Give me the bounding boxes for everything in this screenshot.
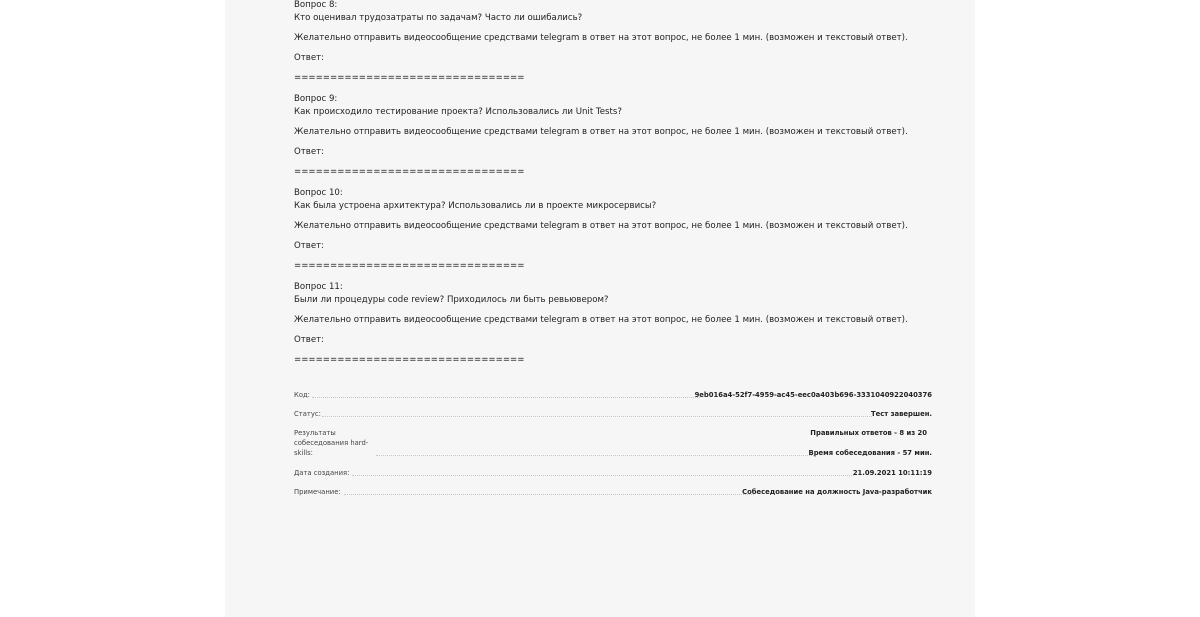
meta-label: Результаты собеседования hard-skills: (294, 429, 369, 457)
meta-row-created (294, 468, 932, 480)
dotted-leader (344, 494, 754, 495)
answer-label: Ответ: (294, 241, 325, 251)
question-hint: Желательно отправить видеосообщение средствами telegram в ответ на этот вопрос, не более 1 мин. (возможен и текстовый ответ). (294, 221, 908, 231)
separator: ================================ (294, 355, 525, 365)
created-date-value: 21.09.2021 10:11:19 (852, 469, 932, 477)
meta-label: Примечание: (294, 488, 341, 496)
question-title: Вопрос 11: (294, 282, 343, 292)
meta-row-code (294, 390, 932, 402)
meta-label: Статус: (294, 410, 321, 418)
question-text: Как происходило тестирование проекта? Использовались ли Unit Tests? (294, 107, 622, 117)
interview-time-value: Время собеседования - 57 мин. (808, 449, 932, 457)
separator: ================================ (294, 73, 525, 83)
question-text: Кто оценивал трудозатраты по задачам? Часто ли ошибались? (294, 13, 583, 23)
question-text: Как была устроена архитектура? Использовались ли в проекте микросервисы? (294, 201, 657, 211)
question-hint: Желательно отправить видеосообщение средствами telegram в ответ на этот вопрос, не более 1 мин. (возможен и текстовый ответ). (294, 33, 908, 43)
question-title: Вопрос 9: (294, 94, 338, 104)
question-hint: Желательно отправить видеосообщение средствами telegram в ответ на этот вопрос, не более 1 мин. (возможен и текстовый ответ). (294, 315, 908, 325)
meta-row-note (294, 487, 932, 499)
answer-label: Ответ: (294, 147, 325, 157)
question-text: Были ли процедуры code review? Приходилось ли быть ревьювером? (294, 295, 609, 305)
status-value: Тест завершен. (871, 410, 932, 418)
meta-label: Код: (294, 391, 310, 399)
interview-code: 9eb016a4-52f7-4959-ac45-eec0a403b696-3331040922040376 (694, 391, 932, 399)
meta-row-results (294, 428, 932, 460)
dotted-leader (312, 397, 700, 398)
note-value: Собеседование на должность Java-разработчик (742, 488, 932, 496)
correct-answers-value: Правильных ответов - 8 из 20 (810, 429, 927, 437)
question-hint: Желательно отправить видеосообщение средствами telegram в ответ на этот вопрос, не более 1 мин. (возможен и текстовый ответ). (294, 127, 908, 137)
dotted-leader (376, 455, 814, 456)
separator: ================================ (294, 261, 525, 271)
dotted-leader (322, 416, 872, 417)
separator: ================================ (294, 167, 525, 177)
dotted-leader (352, 475, 854, 476)
meta-row-status (294, 409, 932, 421)
document-sheet (225, 0, 975, 617)
question-title: Вопрос 10: (294, 188, 343, 198)
meta-label: Дата создания: (294, 469, 350, 477)
question-title: Вопрос 8: (294, 0, 338, 10)
answer-label: Ответ: (294, 335, 325, 345)
answer-label: Ответ: (294, 53, 325, 63)
